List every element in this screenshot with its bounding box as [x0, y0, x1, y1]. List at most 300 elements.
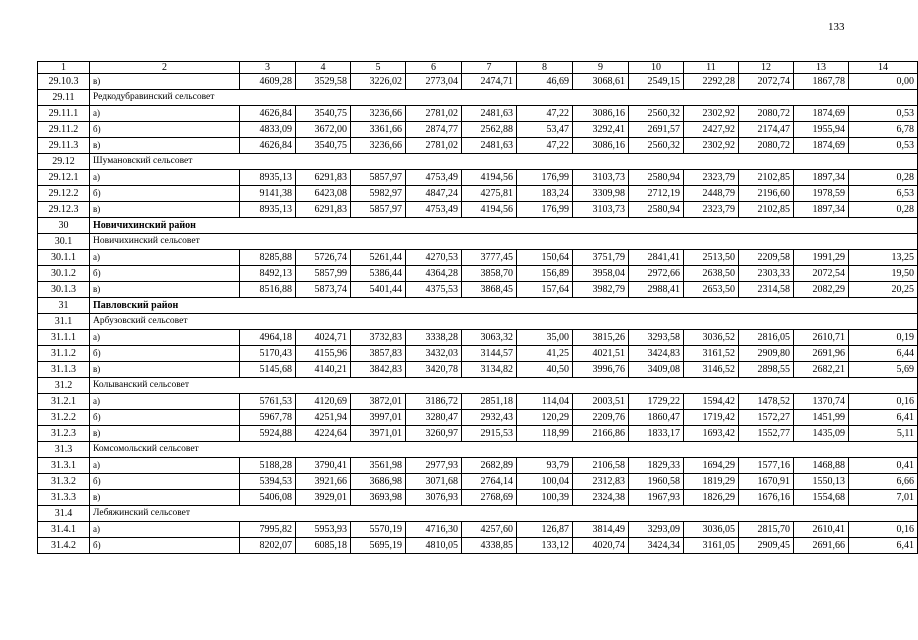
value-cell: 5967,78 — [240, 410, 296, 426]
value-cell: 6423,08 — [296, 186, 351, 202]
value-cell: 4626,84 — [240, 138, 296, 154]
value-cell: 2691,66 — [794, 538, 849, 554]
value-cell: 1719,42 — [684, 410, 739, 426]
value-cell: 2580,94 — [629, 202, 684, 218]
value-cell: 9141,38 — [240, 186, 296, 202]
value-cell: 1833,17 — [629, 426, 684, 442]
value-cell: 1370,74 — [794, 394, 849, 410]
value-cell: 3293,09 — [629, 522, 684, 538]
subdivision-name: Лебяжинский сельсовет — [90, 506, 918, 522]
row-variant: б) — [90, 122, 240, 138]
value-cell: 5570,19 — [351, 522, 406, 538]
value-cell: 0,00 — [849, 74, 918, 90]
value-cell: 3068,61 — [573, 74, 629, 90]
value-cell: 4194,56 — [462, 170, 517, 186]
value-cell: 3814,49 — [573, 522, 629, 538]
value-cell: 3815,26 — [573, 330, 629, 346]
value-cell: 0,16 — [849, 394, 918, 410]
value-cell: 120,29 — [517, 410, 573, 426]
value-cell: 3540,75 — [296, 106, 351, 122]
table-row — [38, 202, 918, 218]
value-cell: 6,41 — [849, 538, 918, 554]
value-cell: 8935,13 — [240, 202, 296, 218]
row-variant: б) — [90, 410, 240, 426]
value-cell: 176,99 — [517, 170, 573, 186]
table-row — [38, 538, 918, 554]
row-code: 31.4.2 — [38, 538, 90, 554]
value-cell: 6,41 — [849, 410, 918, 426]
value-cell: 2102,85 — [739, 202, 794, 218]
table-row — [38, 266, 918, 282]
value-cell: 3420,78 — [406, 362, 462, 378]
value-cell: 5145,68 — [240, 362, 296, 378]
value-cell: 1874,69 — [794, 138, 849, 154]
value-cell: 5695,19 — [351, 538, 406, 554]
table-row — [38, 394, 918, 410]
value-cell: 1829,33 — [629, 458, 684, 474]
value-cell: 2209,76 — [573, 410, 629, 426]
value-cell: 3790,41 — [296, 458, 351, 474]
value-cell: 2610,41 — [794, 522, 849, 538]
tariff-table — [37, 61, 918, 554]
row-code: 31.3 — [38, 442, 90, 458]
subdivision-name: Редкодубравинский сельсовет — [90, 90, 918, 106]
row-code: 31.2.2 — [38, 410, 90, 426]
value-cell: 0,53 — [849, 106, 918, 122]
value-cell: 0,28 — [849, 202, 918, 218]
value-cell: 1897,34 — [794, 170, 849, 186]
value-cell: 3921,66 — [296, 474, 351, 490]
value-cell: 3361,66 — [351, 122, 406, 138]
value-cell: 3236,66 — [351, 106, 406, 122]
value-cell: 4155,96 — [296, 346, 351, 362]
subdivision-name: Колыванский сельсовет — [90, 378, 918, 394]
value-cell: 1819,29 — [684, 474, 739, 490]
row-code: 30.1.1 — [38, 250, 90, 266]
value-cell: 2562,88 — [462, 122, 517, 138]
table-row — [38, 138, 918, 154]
value-cell: 4224,64 — [296, 426, 351, 442]
value-cell: 6,53 — [849, 186, 918, 202]
value-cell: 5394,53 — [240, 474, 296, 490]
value-cell: 2481,63 — [462, 106, 517, 122]
value-cell: 2549,15 — [629, 74, 684, 90]
subdivision-heading-row — [38, 442, 918, 458]
table-row — [38, 522, 918, 538]
table-row — [38, 362, 918, 378]
value-cell: 2898,55 — [739, 362, 794, 378]
value-cell: 2915,53 — [462, 426, 517, 442]
value-cell: 3432,03 — [406, 346, 462, 362]
district-name: Новичихинский район — [90, 218, 918, 234]
value-cell: 1867,78 — [794, 74, 849, 90]
value-cell: 100,04 — [517, 474, 573, 490]
subdivision-name: Шумановский сельсовет — [90, 154, 918, 170]
page-number: 133 — [828, 21, 845, 33]
value-cell: 0,53 — [849, 138, 918, 154]
value-cell: 2314,58 — [739, 282, 794, 298]
column-number: 13 — [794, 62, 849, 74]
value-cell: 6,78 — [849, 122, 918, 138]
value-cell: 3751,79 — [573, 250, 629, 266]
column-number: 7 — [462, 62, 517, 74]
value-cell: 3103,73 — [573, 202, 629, 218]
value-cell: 2932,43 — [462, 410, 517, 426]
value-cell: 3161,52 — [684, 346, 739, 362]
value-cell: 1670,91 — [739, 474, 794, 490]
value-cell: 5401,44 — [351, 282, 406, 298]
value-cell: 2302,92 — [684, 106, 739, 122]
value-cell: 2909,45 — [739, 538, 794, 554]
value-cell: 2292,28 — [684, 74, 739, 90]
value-cell: 3857,83 — [351, 346, 406, 362]
value-cell: 0,41 — [849, 458, 918, 474]
table-row — [38, 426, 918, 442]
value-cell: 3236,66 — [351, 138, 406, 154]
row-code: 29.12.2 — [38, 186, 90, 202]
value-cell: 1978,59 — [794, 186, 849, 202]
row-code: 30.1.2 — [38, 266, 90, 282]
value-cell: 8202,07 — [240, 538, 296, 554]
value-cell: 2324,38 — [573, 490, 629, 506]
value-cell: 8492,13 — [240, 266, 296, 282]
value-cell: 3161,05 — [684, 538, 739, 554]
value-cell: 4194,56 — [462, 202, 517, 218]
value-cell: 4833,09 — [240, 122, 296, 138]
value-cell: 5406,08 — [240, 490, 296, 506]
value-cell: 3868,45 — [462, 282, 517, 298]
value-cell: 157,64 — [517, 282, 573, 298]
value-cell: 2691,96 — [794, 346, 849, 362]
value-cell: 2080,72 — [739, 106, 794, 122]
value-cell: 8516,88 — [240, 282, 296, 298]
value-cell: 1676,16 — [739, 490, 794, 506]
column-number: 8 — [517, 62, 573, 74]
row-variant: б) — [90, 538, 240, 554]
row-code: 29.10.3 — [38, 74, 90, 90]
column-number: 10 — [629, 62, 684, 74]
value-cell: 1693,42 — [684, 426, 739, 442]
table-row — [38, 490, 918, 506]
value-cell: 2481,63 — [462, 138, 517, 154]
row-variant: а) — [90, 522, 240, 538]
value-cell: 2003,51 — [573, 394, 629, 410]
value-cell: 3872,01 — [351, 394, 406, 410]
value-cell: 2909,80 — [739, 346, 794, 362]
table-row — [38, 106, 918, 122]
table-row — [38, 346, 918, 362]
value-cell: 2082,29 — [794, 282, 849, 298]
value-cell: 3103,73 — [573, 170, 629, 186]
column-number: 12 — [739, 62, 794, 74]
subdivision-heading-row — [38, 234, 918, 250]
row-code: 30 — [38, 218, 90, 234]
value-cell: 3982,79 — [573, 282, 629, 298]
value-cell: 3777,45 — [462, 250, 517, 266]
value-cell: 1435,09 — [794, 426, 849, 442]
value-cell: 2474,71 — [462, 74, 517, 90]
value-cell: 3076,93 — [406, 490, 462, 506]
value-cell: 6291,83 — [296, 170, 351, 186]
value-cell: 2580,94 — [629, 170, 684, 186]
value-cell: 2638,50 — [684, 266, 739, 282]
value-cell: 5953,93 — [296, 522, 351, 538]
value-cell: 2196,60 — [739, 186, 794, 202]
column-number: 9 — [573, 62, 629, 74]
value-cell: 2303,33 — [739, 266, 794, 282]
value-cell: 2653,50 — [684, 282, 739, 298]
subdivision-name: Арбузовский сельсовет — [90, 314, 918, 330]
value-cell: 4364,28 — [406, 266, 462, 282]
value-cell: 3144,57 — [462, 346, 517, 362]
value-cell: 3292,41 — [573, 122, 629, 138]
value-cell: 3086,16 — [573, 106, 629, 122]
row-code: 31 — [38, 298, 90, 314]
table-row — [38, 74, 918, 90]
value-cell: 2682,21 — [794, 362, 849, 378]
value-cell: 2773,04 — [406, 74, 462, 90]
column-number: 6 — [406, 62, 462, 74]
row-variant: б) — [90, 266, 240, 282]
value-cell: 1478,52 — [739, 394, 794, 410]
value-cell: 3424,34 — [629, 538, 684, 554]
value-cell: 3338,28 — [406, 330, 462, 346]
row-code: 31.2.3 — [38, 426, 90, 442]
value-cell: 6,66 — [849, 474, 918, 490]
value-cell: 4338,85 — [462, 538, 517, 554]
value-cell: 3186,72 — [406, 394, 462, 410]
value-cell: 8285,88 — [240, 250, 296, 266]
value-cell: 3146,52 — [684, 362, 739, 378]
value-cell: 47,22 — [517, 138, 573, 154]
value-cell: 2768,69 — [462, 490, 517, 506]
value-cell: 1729,22 — [629, 394, 684, 410]
value-cell: 3858,70 — [462, 266, 517, 282]
value-cell: 3732,83 — [351, 330, 406, 346]
value-cell: 4275,81 — [462, 186, 517, 202]
value-cell: 4251,94 — [296, 410, 351, 426]
value-cell: 6291,83 — [296, 202, 351, 218]
value-cell: 3529,58 — [296, 74, 351, 90]
value-cell: 1955,94 — [794, 122, 849, 138]
value-cell: 35,00 — [517, 330, 573, 346]
value-cell: 1960,58 — [629, 474, 684, 490]
table-row — [38, 458, 918, 474]
value-cell: 3686,98 — [351, 474, 406, 490]
value-cell: 3226,02 — [351, 74, 406, 90]
row-variant: в) — [90, 74, 240, 90]
value-cell: 4140,21 — [296, 362, 351, 378]
row-code: 30.1.3 — [38, 282, 90, 298]
value-cell: 1874,69 — [794, 106, 849, 122]
value-cell: 3561,98 — [351, 458, 406, 474]
value-cell: 3540,75 — [296, 138, 351, 154]
value-cell: 2682,89 — [462, 458, 517, 474]
value-cell: 5857,99 — [296, 266, 351, 282]
value-cell: 19,50 — [849, 266, 918, 282]
subdivision-name: Новичихинский сельсовет — [90, 234, 918, 250]
value-cell: 3260,97 — [406, 426, 462, 442]
value-cell: 5170,43 — [240, 346, 296, 362]
table-row — [38, 410, 918, 426]
value-cell: 5761,53 — [240, 394, 296, 410]
value-cell: 2106,58 — [573, 458, 629, 474]
value-cell: 5386,44 — [351, 266, 406, 282]
row-variant: а) — [90, 250, 240, 266]
value-cell: 2072,74 — [739, 74, 794, 90]
column-number: 4 — [296, 62, 351, 74]
row-code: 31.3.3 — [38, 490, 90, 506]
value-cell: 41,25 — [517, 346, 573, 362]
value-cell: 2841,41 — [629, 250, 684, 266]
value-cell: 3134,82 — [462, 362, 517, 378]
row-code: 29.11 — [38, 90, 90, 106]
value-cell: 2988,41 — [629, 282, 684, 298]
table-row — [38, 122, 918, 138]
value-cell: 1967,93 — [629, 490, 684, 506]
value-cell: 3958,04 — [573, 266, 629, 282]
value-cell: 2851,18 — [462, 394, 517, 410]
value-cell: 5726,74 — [296, 250, 351, 266]
value-cell: 93,79 — [517, 458, 573, 474]
value-cell: 2427,92 — [684, 122, 739, 138]
value-cell: 40,50 — [517, 362, 573, 378]
column-number: 3 — [240, 62, 296, 74]
value-cell: 6,44 — [849, 346, 918, 362]
value-cell: 1468,88 — [794, 458, 849, 474]
row-variant: б) — [90, 186, 240, 202]
row-code: 29.12 — [38, 154, 90, 170]
value-cell: 3424,83 — [629, 346, 684, 362]
district-name: Павловский район — [90, 298, 918, 314]
value-cell: 5873,74 — [296, 282, 351, 298]
column-number: 5 — [351, 62, 406, 74]
table-row — [38, 170, 918, 186]
value-cell: 0,19 — [849, 330, 918, 346]
value-cell: 183,24 — [517, 186, 573, 202]
value-cell: 0,28 — [849, 170, 918, 186]
column-number: 2 — [90, 62, 240, 74]
value-cell: 1572,27 — [739, 410, 794, 426]
row-variant: а) — [90, 170, 240, 186]
value-cell: 4024,71 — [296, 330, 351, 346]
row-code: 30.1 — [38, 234, 90, 250]
value-cell: 1860,47 — [629, 410, 684, 426]
row-code: 31.2.1 — [38, 394, 90, 410]
value-cell: 2072,54 — [794, 266, 849, 282]
value-cell: 8935,13 — [240, 170, 296, 186]
value-cell: 20,25 — [849, 282, 918, 298]
column-number: 1 — [38, 62, 90, 74]
table-row — [38, 282, 918, 298]
row-code: 31.1.1 — [38, 330, 90, 346]
value-cell: 1451,99 — [794, 410, 849, 426]
value-cell: 4257,60 — [462, 522, 517, 538]
value-cell: 1694,29 — [684, 458, 739, 474]
subdivision-name: Комсомольский сельсовет — [90, 442, 918, 458]
value-cell: 3996,76 — [573, 362, 629, 378]
value-cell: 3997,01 — [351, 410, 406, 426]
value-cell: 4753,49 — [406, 202, 462, 218]
row-code: 29.12.3 — [38, 202, 90, 218]
row-variant: в) — [90, 362, 240, 378]
value-cell: 2323,79 — [684, 170, 739, 186]
table-row — [38, 186, 918, 202]
row-variant: в) — [90, 138, 240, 154]
value-cell: 4609,28 — [240, 74, 296, 90]
value-cell: 47,22 — [517, 106, 573, 122]
row-variant: в) — [90, 490, 240, 506]
subdivision-heading-row — [38, 506, 918, 522]
value-cell: 6085,18 — [296, 538, 351, 554]
value-cell: 118,99 — [517, 426, 573, 442]
row-variant: а) — [90, 394, 240, 410]
value-cell: 2977,93 — [406, 458, 462, 474]
value-cell: 7,01 — [849, 490, 918, 506]
column-number: 11 — [684, 62, 739, 74]
value-cell: 4375,53 — [406, 282, 462, 298]
row-code: 31.3.1 — [38, 458, 90, 474]
value-cell: 4120,69 — [296, 394, 351, 410]
value-cell: 0,16 — [849, 522, 918, 538]
row-variant: в) — [90, 426, 240, 442]
district-heading-row — [38, 218, 918, 234]
subdivision-heading-row — [38, 154, 918, 170]
value-cell: 3280,47 — [406, 410, 462, 426]
subdivision-heading-row — [38, 90, 918, 106]
value-cell: 2080,72 — [739, 138, 794, 154]
value-cell: 5188,28 — [240, 458, 296, 474]
value-cell: 2166,86 — [573, 426, 629, 442]
value-cell: 2972,66 — [629, 266, 684, 282]
value-cell: 4753,49 — [406, 170, 462, 186]
row-variant: б) — [90, 474, 240, 490]
value-cell: 2781,02 — [406, 138, 462, 154]
row-code: 29.11.2 — [38, 122, 90, 138]
value-cell: 2513,50 — [684, 250, 739, 266]
value-cell: 7995,82 — [240, 522, 296, 538]
row-code: 29.12.1 — [38, 170, 90, 186]
value-cell: 4270,53 — [406, 250, 462, 266]
value-cell: 5,11 — [849, 426, 918, 442]
row-code: 31.1 — [38, 314, 90, 330]
value-cell: 2815,70 — [739, 522, 794, 538]
value-cell: 3672,00 — [296, 122, 351, 138]
value-cell: 2323,79 — [684, 202, 739, 218]
row-code: 31.4.1 — [38, 522, 90, 538]
value-cell: 13,25 — [849, 250, 918, 266]
value-cell: 3086,16 — [573, 138, 629, 154]
value-cell: 2312,83 — [573, 474, 629, 490]
value-cell: 1897,34 — [794, 202, 849, 218]
value-cell: 3063,32 — [462, 330, 517, 346]
value-cell: 156,89 — [517, 266, 573, 282]
row-code: 31.1.2 — [38, 346, 90, 362]
value-cell: 2712,19 — [629, 186, 684, 202]
value-cell: 4020,74 — [573, 538, 629, 554]
value-cell: 150,64 — [517, 250, 573, 266]
value-cell: 4626,84 — [240, 106, 296, 122]
row-code: 29.11.1 — [38, 106, 90, 122]
subdivision-heading-row — [38, 378, 918, 394]
value-cell: 3693,98 — [351, 490, 406, 506]
value-cell: 2610,71 — [794, 330, 849, 346]
value-cell: 4716,30 — [406, 522, 462, 538]
row-code: 31.4 — [38, 506, 90, 522]
row-variant: а) — [90, 106, 240, 122]
value-cell: 4847,24 — [406, 186, 462, 202]
value-cell: 5857,97 — [351, 170, 406, 186]
